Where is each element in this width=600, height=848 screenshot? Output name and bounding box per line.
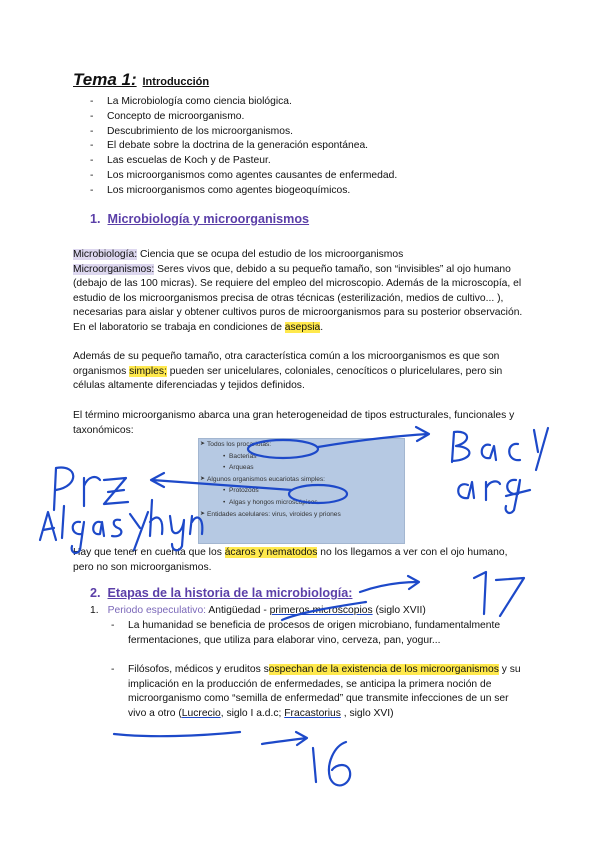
period-text: (siglo XVII) (372, 605, 426, 616)
period-line (90, 604, 426, 619)
highlight-acaros: ácaros y nematodos (224, 547, 318, 558)
bullet-text: , siglo I a.d.c; (220, 707, 285, 719)
box-item: ➤ Algunos organismos eucariotas simples: (199, 474, 404, 486)
ink-letter (482, 445, 496, 460)
section-heading-2 (90, 586, 352, 601)
sub-bullet (111, 663, 528, 721)
bullet-text: La humanidad se beneficia de procesos de origen microbiano, fundamentalmente fermentaciones, que utiliza para elaborar vino, cerveza, pan, yogur... (128, 620, 501, 646)
list-item: - Las escuelas de Koch y de Pasteur. (90, 154, 510, 169)
highlight-sospechan: ospechan de la existencia de los microorganismos (268, 664, 499, 675)
ink-letter (458, 482, 474, 498)
ink-letter (130, 512, 148, 550)
ink-letter (112, 520, 121, 537)
paragraph-heterogeneity: El término microorganismo abarca una gran heterogeneidad de tipos estructurales, funcionales y taxonómicos: (73, 410, 515, 436)
ink-letter (84, 477, 100, 506)
box-item: ➤ Todos los procariotas: (199, 439, 404, 451)
ink-digit-7 (496, 578, 524, 616)
ink-stroke (108, 490, 124, 492)
list-item: - La Microbiología como ciencia biológica. (90, 95, 510, 110)
ink-digit-1 (313, 748, 316, 782)
period-text: Antigüedad - (206, 605, 270, 616)
classification-figure (198, 438, 405, 544)
ink-letter (506, 480, 520, 513)
paragraph-definitions (73, 248, 529, 336)
list-item: - Los microorganismos como agentes biogeoquímicos. (90, 184, 510, 199)
ink-arrowhead (151, 473, 164, 487)
ink-letter (54, 468, 73, 510)
bullet-text: y su implicación en la producción de enfermedades, se anticipa la primera noción de microorganismo como “semilla de enfermedad” que transmite infecciones de un ser vivo a otro ( (128, 664, 521, 719)
tema-label: Tema 1: (73, 70, 137, 89)
section-title: Microbiología y microorganismos (107, 212, 310, 226)
period-mark: . (320, 321, 324, 333)
section-number: 1. (90, 212, 101, 226)
paragraph-characteristics (73, 350, 529, 394)
highlight-simples: simples; (129, 365, 167, 377)
ink-letter (104, 478, 128, 504)
box-item: • Algas y hongos microscópicos (199, 497, 404, 509)
box-item: • Bacterias (199, 451, 404, 463)
ink-letter (150, 500, 162, 536)
ink-letter (40, 512, 56, 540)
term-fracastorius: Fracastorius (284, 707, 341, 719)
paragraph-text: no los llegamos a ver con el ojo humano, pero no son microorganismos. (73, 547, 508, 573)
ink-digit-1 (474, 572, 486, 614)
paragraph-text: Hay que tener en cuenta que los (73, 547, 225, 558)
ink-letter (93, 522, 104, 536)
highlight-asepsia: asepsia (284, 321, 321, 333)
ink-letter (534, 428, 548, 470)
ink-underline (114, 732, 240, 736)
bullet-dash: - (111, 620, 115, 631)
ink-stroke (506, 490, 530, 496)
ink-arrowhead (296, 732, 307, 745)
box-item: ➤ Entidades acelulares: virus, viroides y priones (199, 509, 404, 521)
ink-arrow (262, 738, 306, 744)
list-item: - El debate sobre la doctrina de la generación espontánea. (90, 139, 510, 154)
sub-bullet (111, 619, 528, 648)
bullet-dash: - (111, 664, 115, 675)
ink-arrowhead (408, 576, 419, 589)
bullet-text: Filósofos, médicos y eruditos s (128, 664, 269, 675)
box-item: • Protozoos (199, 485, 404, 497)
section-heading-1 (90, 212, 309, 227)
box-item: • Arqueas (199, 462, 404, 474)
topic-list (90, 95, 510, 199)
bullet-text: , siglo XVI) (340, 707, 394, 719)
ink-letter (62, 506, 64, 538)
term-lucrecio: Lucrecio (181, 707, 221, 719)
paragraph-text: Además de su pequeño tamaño, otra característica común a los microorganismos es que son organismos (73, 351, 500, 377)
term-primeros-microscopios: primeros microscopios (269, 605, 373, 616)
page-title (73, 70, 210, 91)
list-item: - Concepto de microorganismo. (90, 110, 510, 125)
term-microbiologia: Microbiología: (73, 249, 138, 260)
period-number: 1. (90, 605, 99, 616)
list-item: - Descubrimiento de los microorganismos. (90, 125, 510, 140)
list-item: - Los microorganismos como agentes causantes de enfermedad. (90, 169, 510, 184)
paragraph-text: pueden ser unicelulares, coloniales, cenocíticos o pluricelulares, pero sin células altamente diferenciadas y tejidos definidos. (73, 365, 503, 392)
paragraph-acaros (73, 546, 529, 575)
ink-letter (509, 444, 520, 460)
section-title: Etapas de la historia de la microbiología: (107, 586, 353, 600)
ink-letter (486, 481, 500, 500)
ink-arrow (360, 582, 418, 592)
ink-digit-6 (329, 742, 350, 785)
tema-subtitle: Introducción (142, 76, 210, 88)
term-microorganismos: Microorganismos: (73, 263, 155, 275)
period-label: Periodo especulativo: (107, 605, 207, 616)
definition-text: Seres vivos que, debido a su pequeño tamaño, son “invisibles” al ojo humano (debajo de las 100 micras). Se requiere del empleo del microscopio. Además de la microscopía, el estudio de los microorganismos precisa de otras técnicas (esterilización, medios de cultivo... ), necesarias para aislar y obtener cultivos puros de microorganismos para su posterior observación. En el laboratorio se trabaja en condiciones de (73, 263, 523, 333)
definition-text: Ciencia que se ocupa del estudio de los microorganismos (137, 249, 404, 260)
section-number: 2. (90, 586, 101, 600)
